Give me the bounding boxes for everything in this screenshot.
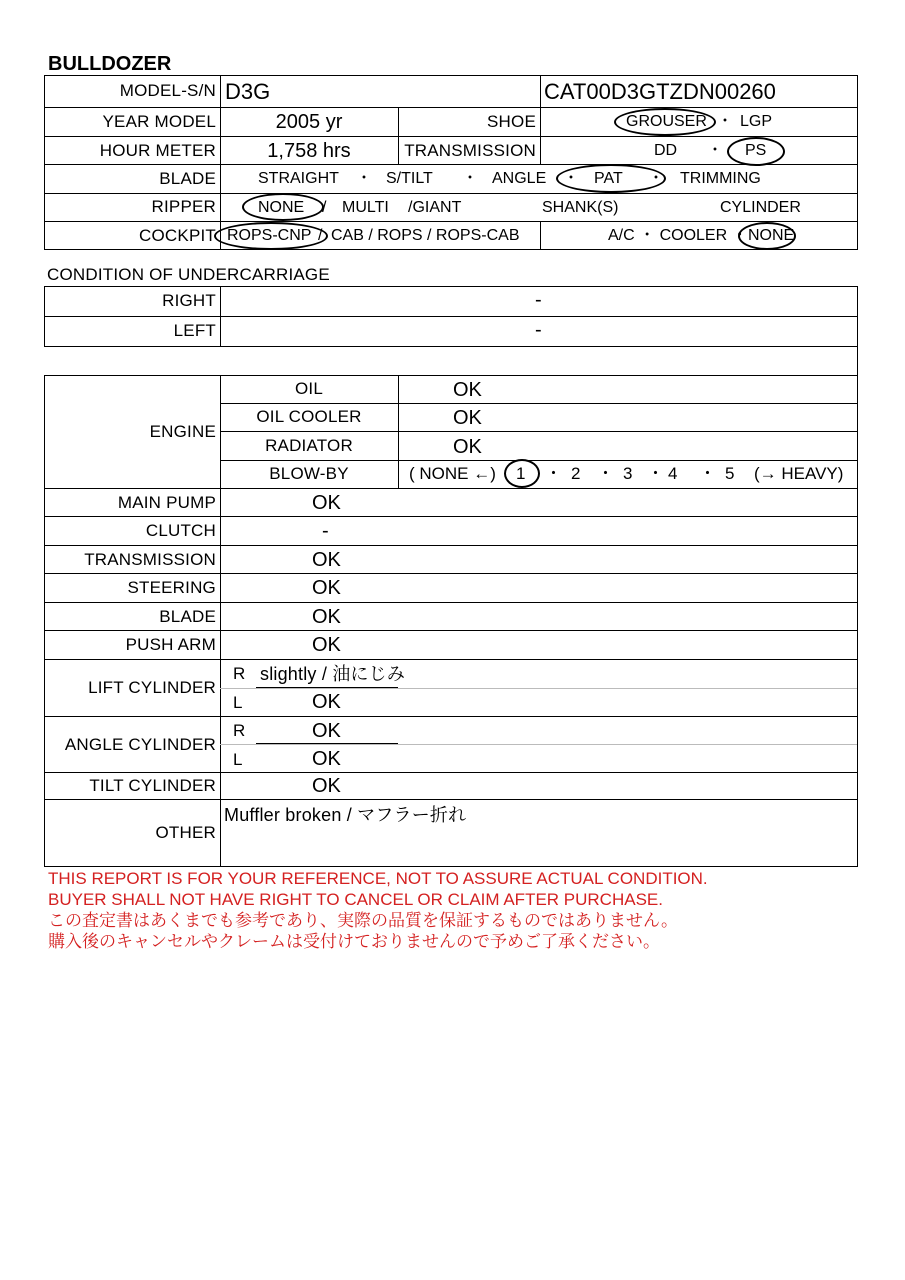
ripper-label: RIPPER [151,197,216,216]
disclaimer-line-1: THIS REPORT IS FOR YOUR REFERENCE, NOT TO ASSURE ACTUAL CONDITION. [48,869,708,888]
angle-cylinder-label: ANGLE CYLINDER [64,735,216,754]
engine-oil-cooler-value: OK [453,407,482,429]
shoe-label: SHOE [487,112,536,131]
angle-cylinder-r-value: OK [312,720,341,742]
main-pump-label: MAIN PUMP [117,493,216,512]
blowby-level-2: 2 [571,464,581,483]
blowby-level-3: 3 [623,464,633,483]
lift-cylinder-r-label: R [233,664,246,683]
disclaimer-line-3: この査定書はあくまでも参考であり、実際の品質を保証するものではありません。 [48,911,679,930]
tilt-cylinder-label: TILT CYLINDER [89,776,216,795]
model-value: D3G [225,79,271,104]
transmission-label: TRANSMISSION [404,141,536,160]
blade-option-separator: ・ [648,170,665,187]
cockpit-option-separator: / [318,227,323,244]
blowby-level-4: 4 [668,464,678,483]
shoe-option-lgp: LGP [740,113,773,130]
engine-oil-label: OIL [294,379,323,398]
cockpit-option-cab-rops: CAB / ROPS / ROPS-CAB [331,227,520,244]
blade-option-separator: ・ [563,170,580,187]
blowby-separator: ・ [545,464,562,483]
shoe-selected-circle [614,108,716,136]
engine-oil-cooler-label: OIL COOLER [256,407,362,426]
blowby-level-1: 1 [516,464,526,483]
lift-cylinder-l-label: L [233,693,243,712]
undercarriage-left-value: - [535,319,542,341]
steering-label: STEERING [127,578,216,597]
blade-type-label: BLADE [159,169,216,188]
disclaimer-line-2: BUYER SHALL NOT HAVE RIGHT TO CANCEL OR CLAIM AFTER PURCHASE. [48,890,663,909]
ripper-selected-circle [242,193,327,221]
other-value: Muffler broken / マフラー折れ [224,805,467,825]
tilt-cylinder-value: OK [312,775,341,797]
model-sn-label: MODEL-S/N [119,81,216,100]
clutch-label: CLUTCH [145,521,216,540]
ripper-option-separator: / [322,199,327,216]
ac-selected-circle [738,222,796,250]
other-label: OTHER [155,823,216,842]
angle-cylinder-l-value: OK [312,748,341,770]
blade-option-straight: STRAIGHT [258,170,339,187]
push-arm-value: OK [312,634,341,656]
transmission-condition-label: TRANSMISSION [84,550,216,569]
transmission-option-ps: PS [745,142,767,159]
blade-option-separator: ・ [356,170,373,187]
cockpit-option-rops-cnp: ROPS-CNP [227,227,312,244]
blade-condition-value: OK [312,606,341,628]
ripper-option-giant: /GIANT [408,199,462,216]
page-title: BULLDOZER [48,53,172,75]
year-model-value: 2005 yr [275,111,343,133]
transmission-condition-value: OK [312,549,341,571]
lift-cylinder-l-value: OK [312,691,341,713]
steering-value: OK [312,577,341,599]
push-arm-label: PUSH ARM [125,635,216,654]
blade-option-trimming: TRIMMING [680,170,761,187]
cockpit-label: COCKPIT [139,226,216,245]
ripper-option-none: NONE [258,199,305,216]
transmission-option-separator: ・ [707,142,724,159]
blade-option-angle: ANGLE [492,170,547,187]
engine-oil-value: OK [453,379,482,401]
blowby-level-5: 5 [725,464,735,483]
undercarriage-left-label: LEFT [173,321,216,340]
blowby-separator: ・ [647,464,664,483]
ripper-option-cylinder: CYLINDER [720,199,801,216]
blade-condition-label: BLADE [159,607,216,626]
ripper-option-multi: MULTI [342,199,389,216]
blowby-separator: ・ [699,464,716,483]
blade-option-separator: ・ [462,170,479,187]
blowby-none: ( NONE ←) [409,464,496,483]
engine-radiator-value: OK [453,436,482,458]
shoe-option-grouser: GROUSER [626,113,707,130]
undercarriage-right-label: RIGHT [162,291,216,310]
serial-number-value: CAT00D3GTZDN00260 [544,79,776,104]
ripper-option-shanks: SHANK(S) [542,199,619,216]
hour-meter-value: 1,758 hrs [267,140,351,162]
shoe-option-separator: ・ [717,113,734,130]
engine-label: ENGINE [149,422,216,441]
lift-cylinder-label: LIFT CYLINDER [88,678,216,697]
blade-option-pat: PAT [594,170,623,187]
blade-selected-circle [556,164,666,193]
angle-cylinder-l-label: L [233,750,243,769]
blowby-separator: ・ [597,464,614,483]
engine-blowby-label: BLOW-BY [269,464,349,483]
cockpit-selected-circle [214,222,328,250]
angle-cylinder-r-label: R [233,721,246,740]
blade-option-stilt: S/TILT [386,170,433,187]
disclaimer-line-4: 購入後のキャンセルやクレームは受付けておりませんので予めご了承ください。 [48,932,660,951]
blowby-selected-circle [504,459,540,488]
clutch-value: - [322,520,329,542]
engine-radiator-label: RADIATOR [265,436,353,455]
lift-cylinder-r-value: slightly / 油にじみ [260,664,406,684]
ac-option-none: NONE [748,227,795,244]
year-model-label: YEAR MODEL [102,112,216,131]
main-pump-value: OK [312,492,341,514]
transmission-selected-circle [727,137,785,166]
hour-meter-label: HOUR METER [99,141,216,160]
undercarriage-right-value: - [535,289,542,311]
ac-option-ac-cooler: A/C ・ COOLER ・ [608,227,748,244]
blowby-heavy: (→ HEAVY) [754,464,844,483]
undercarriage-heading: CONDITION OF UNDERCARRIAGE [47,265,330,284]
transmission-option-dd: DD [654,142,678,159]
